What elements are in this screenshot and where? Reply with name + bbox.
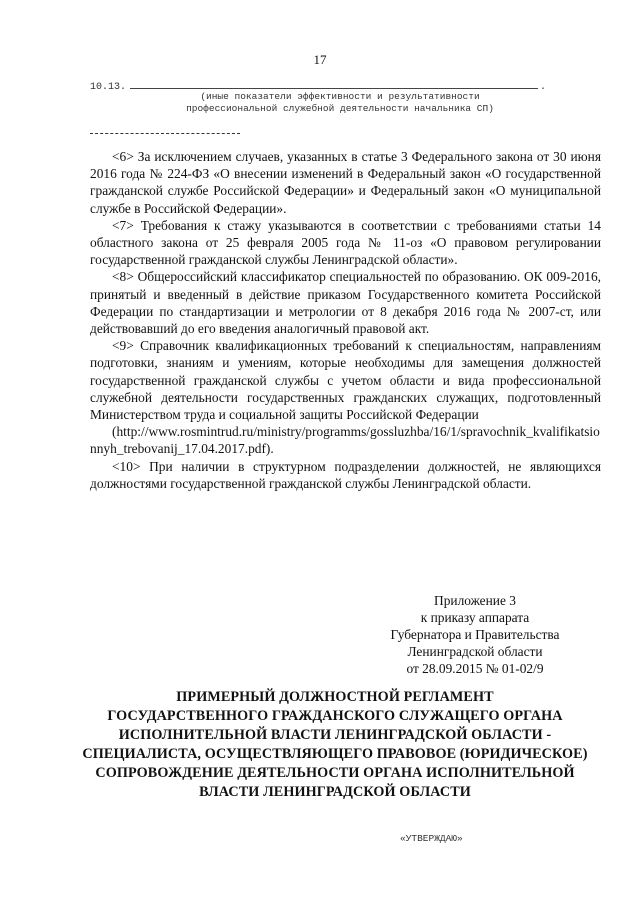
footnote-9 (90, 337, 601, 423)
footnote-8 (90, 268, 601, 337)
footnote-marker: <8> (112, 269, 134, 285)
footnotes (90, 148, 601, 492)
footnote-separator (90, 133, 240, 134)
fill-in-line (130, 81, 538, 89)
footnote-text: Справочник квалификационных требований к специальностям, направлениям подготовки, знаниям и умениям, которые необходимы для замещения должностей государственной гражданской службы с учетом области и вида профессиональной служебной деятельности государственных гражданских служащих, подготовленный Министерством труда и социальной защиты Российской Федерации (90, 338, 601, 423)
appendix-line-3: Губернатора и Правительства (390, 627, 560, 642)
appendix-line-2: к приказу аппарата (420, 610, 530, 625)
title-line-2: ГОСУДАРСТВЕННОГО ГРАЖДАНСКОГО СЛУЖАЩЕГО ОРГАНА (107, 708, 563, 724)
appendix-line-4: Ленинградской области (407, 644, 543, 659)
document-title (70, 688, 600, 802)
appendix-block (360, 592, 590, 677)
page-number: 17 (313, 52, 327, 67)
footnote-text: Требования к стажу указываются в соответствии с требованиями статьи 14 областного закона от 25 февраля 2005 года № 11-оз «О правовом регулировании государственной гражданской службы Ленинградской области». (90, 217, 601, 268)
title-line-1: ПРИМЕРНЫЙ ДОЛЖНОСТНОЙ РЕГЛАМЕНТ (176, 689, 494, 705)
item-end-dot: . (540, 82, 547, 93)
footnote-marker: <6> (112, 149, 134, 164)
item-number: 10.13. (90, 82, 127, 93)
footnote-10 (90, 458, 601, 492)
footnote-text: За исключением случаев, указанных в статье 3 Федерального закона от 30 июня 2016 года № 224-ФЗ «О внесении изменений в Федеральный закон «О государственной гражданской службе Российской Федерации» и Федеральный закон «О муниципальной службе в Российской Федерации». (90, 149, 601, 216)
title-line-5: СОПРОВОЖДЕНИЕ ДЕЯТЕЛЬНОСТИ ОРГАНА ИСПОЛНИТЕЛЬНОЙ (95, 765, 575, 781)
fill-in-hint (140, 91, 540, 115)
footnote-text: Общероссийский классификатор специальностей по образованию. ОК 009-2016, принятый и введенный в действие приказом Государственного комитета Российской Федерации по стандартизации и метрологии от 8 декабря 2016 года № 2007-ст, или действовавший до его введения аналогичный правовой акт. (90, 269, 601, 337)
footnote-7 (90, 217, 601, 269)
title-line-6: ВЛАСТИ ЛЕНИНГРАДСКОЙ ОБЛАСТИ (199, 784, 471, 800)
footnote-marker: <10> (112, 458, 141, 474)
title-line-3: ИСПОЛНИТЕЛЬНОЙ ВЛАСТИ ЛЕНИНГРАДСКОЙ ОБЛАСТИ - (118, 727, 552, 743)
footnote-marker: <9> (112, 338, 134, 354)
footnote-6 (90, 148, 601, 217)
title-line-4: СПЕЦИАЛИСТА, ОСУЩЕСТВЛЯЮЩЕГО ПРАВОВОЕ (ЮРИДИЧЕСКОЕ) (82, 746, 588, 762)
footnote-text: При наличии в структурном подразделении должностей, не являющихся должностями государственной гражданской службы Ленинградской области. (90, 458, 601, 491)
appendix-line-5: от 28.09.2015 № 01-02/9 (406, 661, 544, 676)
hint-line-2: профессиональной служебной деятельности начальника СП) (186, 103, 494, 114)
footnote-marker: <7> (112, 217, 134, 233)
appendix-line-1: Приложение 3 (434, 593, 516, 608)
approve-label: «УТВЕРЖДАЮ» (400, 833, 463, 844)
hint-line-1: (иные показатели эффективности и результативности (200, 91, 480, 102)
footnote-9-url[interactable]: (http://www.rosmintrud.ru/ministry/programms/gossluzhba/16/1/spravochnik_kvalifikatsionnyh_trebovanij_17.04.2017.pdf). (90, 424, 600, 457)
